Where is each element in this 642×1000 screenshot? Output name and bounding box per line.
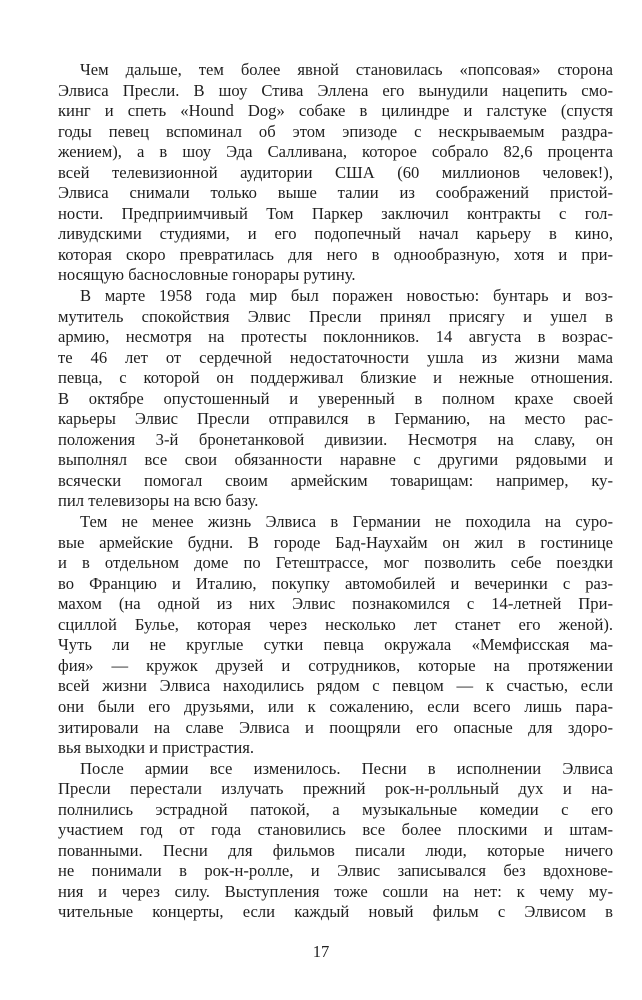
text-line: армию, несмотря на протесты поклонников. 14 августа в возрас- [58, 327, 613, 347]
text-line: В октябре опустошенный и уверенный в полном крахе своей [58, 388, 613, 408]
page-number: 17 [312, 942, 330, 961]
text-line: не понимали в рок-н-ролле, и Элвис записывался без вдохнове- [58, 861, 613, 881]
text-line: фия» — кружок друзей и сотрудников, которые на протяжении [58, 655, 613, 675]
text-line: положения 3-й бронетанковой дивизии. Несмотря на славу, он [58, 429, 613, 449]
text-line: ния и через силу. Выступления тоже сошли на нет: к чему му- [58, 881, 613, 901]
text-line: годы певец вспоминал об этом эпизоде с нескрываемым раздра- [58, 121, 613, 141]
text-line: участием год от года становились все более плоскими и штам- [58, 820, 613, 840]
text-line: и в отдельном доме по Гетештрассе, мог позволить себе поездки [58, 553, 613, 573]
text-line: После армии все изменилось. Песни в исполнении Элвиса [80, 758, 613, 778]
text-line: певца, с которой он поддерживал близкие и нежные отношения. [58, 368, 613, 388]
text-line: карьеры Элвис Пресли отправился в Германию, на место рас- [58, 409, 613, 429]
text-line: полнились эстрадной патокой, а музыкальные комедии с его [58, 799, 613, 819]
paragraph [58, 60, 613, 286]
text-line: Элвиса снимали только выше талии из соображений пристой- [58, 183, 613, 203]
text-line: ности. Предприимчивый Том Паркер заключил контракты с гол- [58, 203, 613, 223]
text-line: пил телевизоры на всю базу. [58, 491, 259, 511]
text-line: вые армейские будни. В городе Бад-Наухайм он жил в гостинице [58, 532, 613, 552]
text-line: которая скоро превратилась для него в однообразную, хотя и при- [58, 244, 613, 264]
text-line: Чем дальше, тем более явной становилась «попсовая» сторона [80, 60, 613, 79]
text-line: жением), а в шоу Эда Салливана, которое собрало 82,6 процента [58, 142, 613, 162]
text-line: носящую баснословные гонорары рутину. [58, 265, 356, 285]
paragraph [58, 286, 613, 512]
text-line: зитировали на славе Элвиса и поощряли его опасные для здоро- [58, 717, 613, 737]
text-line: чительные концерты, если каждый новый фильм с Элвисом в [58, 902, 613, 922]
text-line: мутитель спокойствия Элвис Пресли принял присягу и ушел в [58, 306, 613, 326]
text-line: вья выходки и пристрастия. [58, 738, 255, 758]
text-line: они были его друзьями, или к сожалению, если всего лишь пара- [58, 696, 613, 716]
text-line: всячески помогал своим армейским товарищам: например, ку- [58, 470, 613, 490]
text-line: махом (на одной из них Элвис познакомился с 14-летней При- [58, 594, 613, 614]
text-line: сциллой Булье, которая через несколько лет станет его женой). [58, 614, 613, 634]
text-line: во Францию и Италию, покупку автомобилей и вечеринки с раз- [58, 573, 613, 593]
text-line: выполнял все свои обязанности наравне с другими рядовыми и [58, 450, 613, 470]
text-line: В марте 1958 года мир был поражен новостью: бунтарь и воз- [80, 286, 613, 306]
body-text [58, 60, 613, 923]
text-line: всей жизни Элвиса находились рядом с певцом — к счастью, если [58, 676, 613, 696]
text-line: ливудскими студиями, и его подопечный начал карьеру в кино, [58, 224, 613, 244]
text-line: Пресли перестали излучать прежний рок-н-ролльный дух и на- [58, 779, 613, 799]
text-line: всей телевизионной аудитории США (60 миллионов человек!), [58, 162, 613, 182]
text-line: Тем не менее жизнь Элвиса в Германии не походила на суро- [80, 512, 613, 532]
text-line: Элвиса Пресли. В шоу Стива Эллена его вынудили нацепить смо- [58, 80, 613, 100]
text-line: пованными. Песни для фильмов писали люди, которые ничего [58, 840, 613, 860]
text-line: кинг и спеть «Hound Dog» собаке в цилиндре и галстуке (спустя [58, 101, 613, 121]
text-line: Чуть ли не круглые сутки певца окружала «Мемфисская ма- [58, 635, 613, 655]
text-line: те 46 лет от сердечной недостаточности ушла из жизни мама [58, 347, 613, 367]
paragraph [58, 512, 613, 759]
paragraph [58, 759, 613, 923]
